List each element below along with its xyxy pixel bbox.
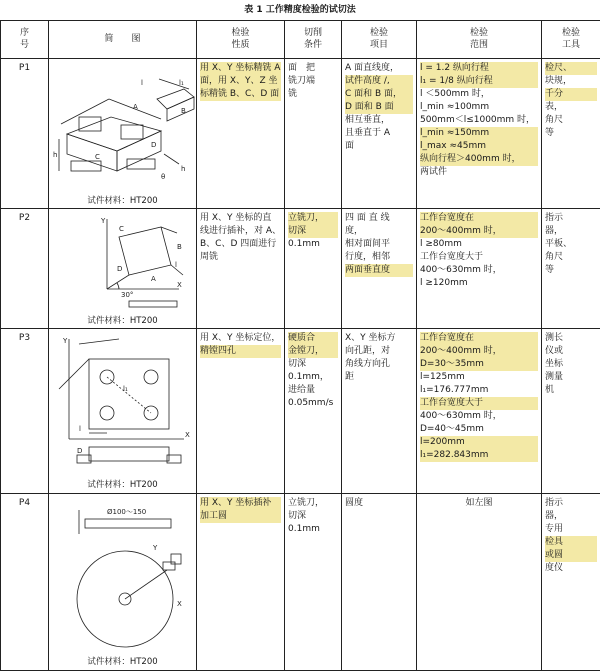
- table-row: [1, 329, 600, 494]
- text-line: 周铣: [200, 251, 281, 264]
- material-label: 试件材料：HT200: [49, 315, 196, 327]
- text-line: 0.1mm: [288, 238, 338, 251]
- text-line: 立铣刀，: [288, 497, 338, 510]
- text-line: 如左图: [420, 497, 538, 510]
- text-line: 0.05mm/s: [288, 397, 338, 410]
- p2-label-l: l: [175, 261, 177, 269]
- text-line: l ≥80mm: [420, 238, 538, 251]
- text-line: l_min ≈150mm: [420, 127, 538, 140]
- row-number: P1: [1, 59, 49, 209]
- material-label: 试件材料：HT200: [49, 195, 196, 207]
- text-line: 角尺: [545, 251, 597, 264]
- text-line: 试件高度 /,: [345, 75, 413, 88]
- nature-cell: [197, 494, 285, 671]
- p2-label-x: X: [177, 281, 182, 289]
- text-line: 等: [545, 264, 597, 277]
- text-line: C 面和 B 面，: [345, 88, 413, 101]
- text-line: 500mm＜l≤1000mm 时，: [420, 114, 538, 127]
- text-line: 角线方向孔: [345, 358, 413, 371]
- header-figure: 简 图: [49, 21, 197, 59]
- tool-cell: [542, 59, 600, 209]
- text-line: X、Y 坐标方: [345, 332, 413, 345]
- text-line: 工作台宽度在: [420, 212, 538, 225]
- text-line: 200～400mm 时，: [420, 345, 538, 358]
- text-line: l ≥120mm: [420, 277, 538, 290]
- text-line: 四 面 直 线: [345, 212, 413, 225]
- text-line: 千分: [545, 88, 597, 101]
- text-line: l₁ = 1/8 纵向行程: [420, 75, 538, 88]
- tool-cell: [542, 329, 600, 494]
- text-line: 平板、: [545, 238, 597, 251]
- text-line: D 面和 B 面: [345, 101, 413, 114]
- text-line: 器，: [545, 225, 597, 238]
- text-line: 检尺、: [545, 62, 597, 75]
- p3-label-l: l: [79, 425, 81, 433]
- p1-label-theta: θ: [161, 173, 165, 181]
- text-line: 工作台宽度大于: [420, 251, 538, 264]
- text-line: B、C、D 四面进行: [200, 238, 281, 251]
- p3-label-l1: l₁: [123, 385, 128, 393]
- text-line: 行度，相邻: [345, 251, 413, 264]
- table-row: [1, 209, 600, 329]
- p1-label-b: B: [181, 107, 186, 115]
- text-line: 标精铣 B、C、D 面: [200, 88, 281, 101]
- text-line: 仪或: [545, 345, 597, 358]
- p1-label-l1: l₁: [179, 79, 184, 87]
- p2-label-a: A: [151, 275, 156, 283]
- p3-label-d: D: [77, 447, 82, 455]
- header-tool: 检验 工具: [542, 21, 600, 59]
- nature-cell: [197, 209, 285, 329]
- p4-figure: [49, 494, 197, 671]
- range-cell: [417, 59, 542, 209]
- p1-label-c: C: [95, 153, 100, 161]
- header-range: 检验 范围: [417, 21, 542, 59]
- text-line: 0.1mm，: [288, 371, 338, 384]
- table-title: 表 1 工作精度检验的试切法: [0, 2, 600, 15]
- text-line: 进给量: [288, 384, 338, 397]
- text-line: 圆度: [345, 497, 413, 510]
- text-line: 度仪: [545, 562, 597, 575]
- tool-cell: [542, 494, 600, 671]
- row-number: P3: [1, 329, 49, 494]
- text-line: 两面垂直度: [345, 264, 413, 277]
- text-line: D=40～45mm: [420, 423, 538, 436]
- p2-label-y: Y: [100, 217, 106, 225]
- cutting-cell: [285, 209, 342, 329]
- figure-cell: [49, 209, 197, 329]
- p4-dim-label: Ø100～150: [107, 508, 146, 516]
- text-line: A 面直线度，: [345, 62, 413, 75]
- text-line: 用 X、Y 坐标精铣 A: [200, 62, 281, 75]
- text-line: 相对面间平: [345, 238, 413, 251]
- text-line: 面: [345, 140, 413, 153]
- text-line: 或圆: [545, 549, 597, 562]
- text-line: 切深: [288, 510, 338, 523]
- text-line: 金镗刀，: [288, 345, 338, 358]
- header-no: 序 号: [1, 21, 49, 59]
- text-line: l=200mm: [420, 436, 538, 449]
- text-line: 铣: [288, 88, 338, 101]
- text-line: l_min ≈100mm: [420, 101, 538, 114]
- p2-figure: [49, 209, 197, 329]
- text-line: l = 1.2 纵向行程: [420, 62, 538, 75]
- header-cutting: 切削 条件: [285, 21, 342, 59]
- text-line: 两试件: [420, 166, 538, 179]
- text-line: 块规，: [545, 75, 597, 88]
- material-label: 试件材料：HT200: [49, 479, 196, 491]
- text-line: 专用: [545, 523, 597, 536]
- p3-label-x: X: [185, 431, 190, 439]
- text-line: 坐标: [545, 358, 597, 371]
- text-line: 200～400mm 时，: [420, 225, 538, 238]
- item-cell: [342, 59, 417, 209]
- text-line: 测长: [545, 332, 597, 345]
- text-line: l ＜500mm 时，: [420, 88, 538, 101]
- cutting-cell: [285, 494, 342, 671]
- figure-cell: [49, 59, 197, 209]
- text-line: 检具: [545, 536, 597, 549]
- text-line: 纵向行程＞400mm 时，: [420, 153, 538, 166]
- text-line: 用 X、Y 坐标定位，: [200, 332, 281, 345]
- header-nature: 检验 性质: [197, 21, 285, 59]
- range-cell: [417, 494, 542, 671]
- text-line: 指示: [545, 212, 597, 225]
- text-line: 测量: [545, 371, 597, 384]
- header-item: 检验 项目: [342, 21, 417, 59]
- text-line: 度，: [345, 225, 413, 238]
- text-line: 线进行插补，对 A、: [200, 225, 281, 238]
- p1-label-d: D: [151, 141, 156, 149]
- text-line: 工作台宽度大于: [420, 397, 538, 410]
- text-line: 距: [345, 371, 413, 384]
- table-row: [1, 494, 600, 671]
- text-line: 机: [545, 384, 597, 397]
- text-line: 面 把: [288, 62, 338, 75]
- row-number: P4: [1, 494, 49, 671]
- item-cell: [342, 494, 417, 671]
- text-line: 精镗四孔: [200, 345, 281, 358]
- row-number: P2: [1, 209, 49, 329]
- text-line: 面，用 X、Y、Z 坐: [200, 75, 281, 88]
- tool-cell: [542, 209, 600, 329]
- text-line: 用 X、Y 坐标插补: [200, 497, 281, 510]
- p1-label-l: l: [141, 79, 143, 87]
- text-line: 器，: [545, 510, 597, 523]
- p4-label-x: X: [177, 600, 182, 608]
- text-line: 等: [545, 127, 597, 140]
- text-line: 且垂直于 A: [345, 127, 413, 140]
- p2-label-d: D: [117, 265, 122, 273]
- text-line: 切深: [288, 225, 338, 238]
- text-line: 角尺: [545, 114, 597, 127]
- text-line: 表，: [545, 101, 597, 114]
- text-line: 硬质合: [288, 332, 338, 345]
- material-label: 试件材料：HT200: [49, 656, 196, 668]
- nature-cell: [197, 329, 285, 494]
- p2-label-angle: 30°: [121, 291, 133, 299]
- text-line: 指示: [545, 497, 597, 510]
- text-line: 加工圆: [200, 510, 281, 523]
- text-line: 切深: [288, 358, 338, 371]
- text-line: 400～630mm 时，: [420, 410, 538, 423]
- text-line: 相互垂直，: [345, 114, 413, 127]
- table-row: [1, 59, 600, 209]
- figure-cell: [49, 329, 197, 494]
- text-line: 向孔距，对: [345, 345, 413, 358]
- text-line: l_max ≈45mm: [420, 140, 538, 153]
- text-line: 铣刀端: [288, 75, 338, 88]
- figure-cell: [49, 494, 197, 671]
- p1-figure: [49, 59, 197, 209]
- text-line: D=30～35mm: [420, 358, 538, 371]
- text-line: 用 X、Y 坐标的直: [200, 212, 281, 225]
- cutting-cell: [285, 329, 342, 494]
- range-cell: [417, 329, 542, 494]
- text-line: 立铣刀，: [288, 212, 338, 225]
- header-row: [1, 21, 600, 59]
- item-cell: [342, 329, 417, 494]
- p1-label-h: h: [53, 151, 57, 159]
- text-line: l₁=176.777mm: [420, 384, 538, 397]
- p2-label-c: C: [119, 225, 124, 233]
- spec-table: [0, 20, 600, 671]
- text-line: 工作台宽度在: [420, 332, 538, 345]
- p3-label-y: Y: [62, 337, 68, 345]
- text-line: 0.1mm: [288, 523, 338, 536]
- cutting-cell: [285, 59, 342, 209]
- text-line: l=125mm: [420, 371, 538, 384]
- text-line: 400～630mm 时，: [420, 264, 538, 277]
- p3-figure: [49, 329, 197, 494]
- p4-label-y: Y: [152, 544, 158, 552]
- range-cell: [417, 209, 542, 329]
- p1-label-a: A: [133, 103, 138, 111]
- item-cell: [342, 209, 417, 329]
- nature-cell: [197, 59, 285, 209]
- p1-label-h2: h: [181, 165, 185, 173]
- text-line: l₁=282.843mm: [420, 449, 538, 462]
- p2-label-b: B: [177, 243, 182, 251]
